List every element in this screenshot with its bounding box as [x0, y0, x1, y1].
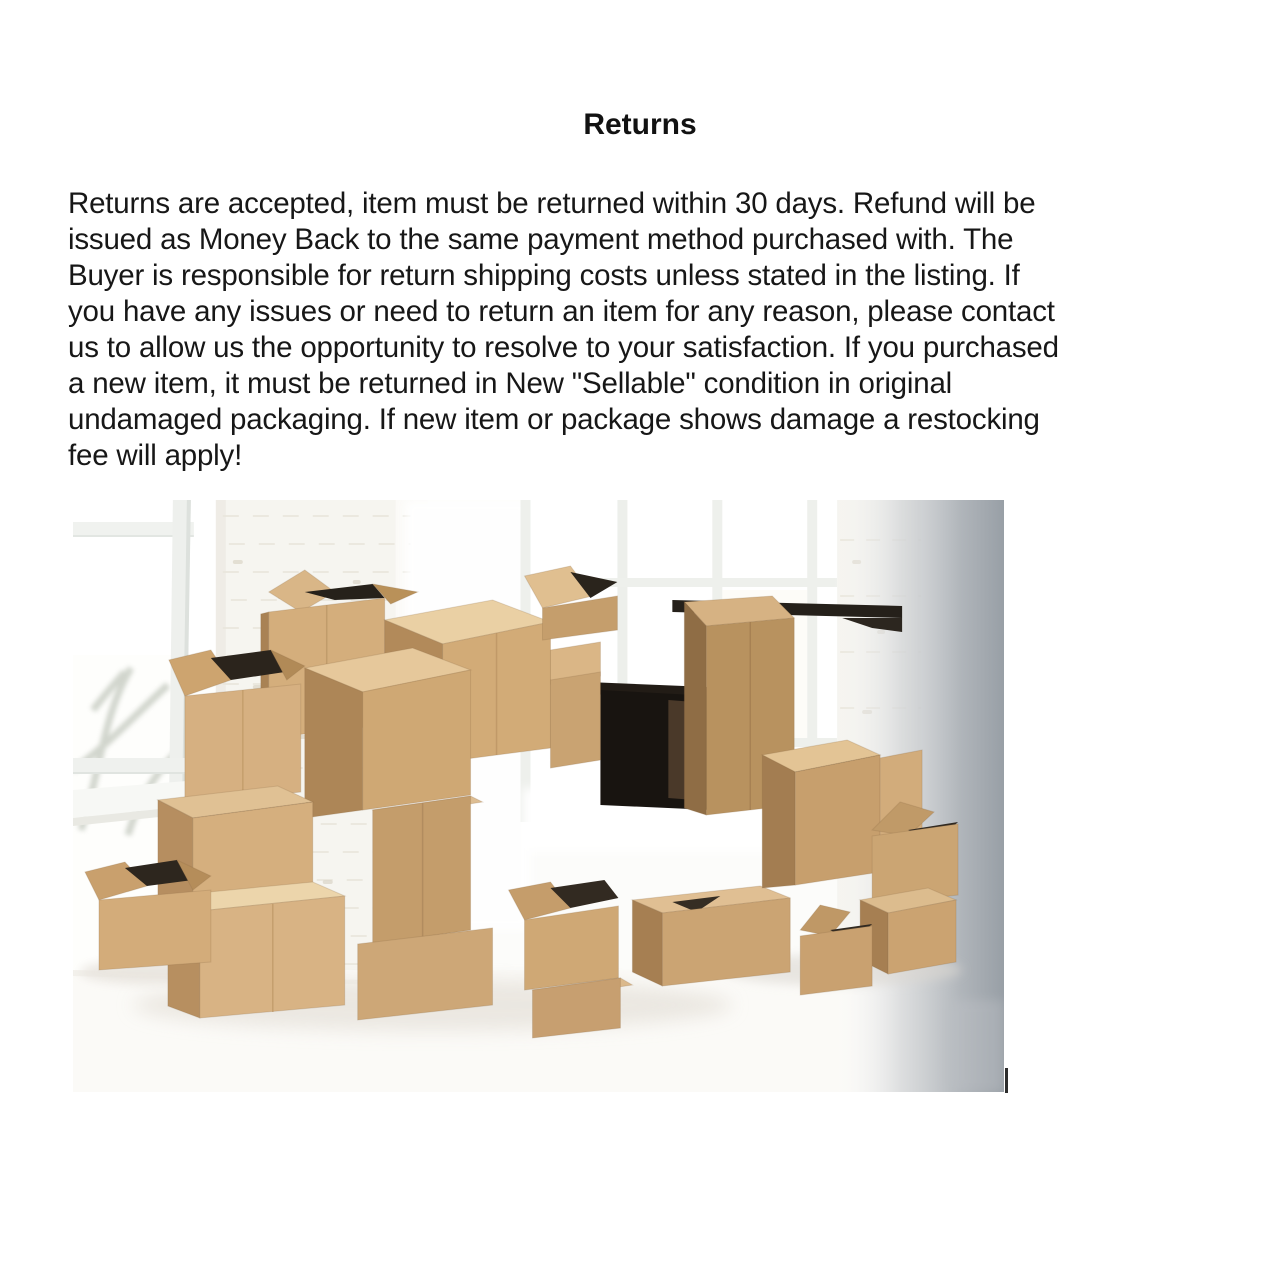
policy-text-line: Buyer is responsible for return shipping costs unless stated in the listing. If	[68, 259, 1020, 292]
policy-text-line: fee will apply!	[68, 439, 243, 472]
policy-text-line: Returns are accepted, item must be returned within 30 days. Refund will be	[68, 187, 1036, 220]
text-cursor	[1005, 1068, 1008, 1093]
returns-policy-text	[68, 186, 1059, 474]
policy-text-line: you have any issues or need to return an item for any reason, please contact	[68, 295, 1055, 328]
policy-text-line: us to allow us the opportunity to resolve to your satisfaction. If you purchased	[68, 331, 1059, 364]
boxes-photo	[73, 500, 1004, 1092]
boxes-photo-illustration	[73, 500, 1004, 1092]
policy-text-line: undamaged packaging. If new item or package shows damage a restocking	[68, 403, 1040, 436]
page-title: Returns	[583, 108, 697, 141]
policy-text-line: a new item, it must be returned in New "Sellable" condition in original	[68, 367, 953, 400]
policy-text-line: issued as Money Back to the same payment method purchased with. The	[68, 223, 1014, 256]
